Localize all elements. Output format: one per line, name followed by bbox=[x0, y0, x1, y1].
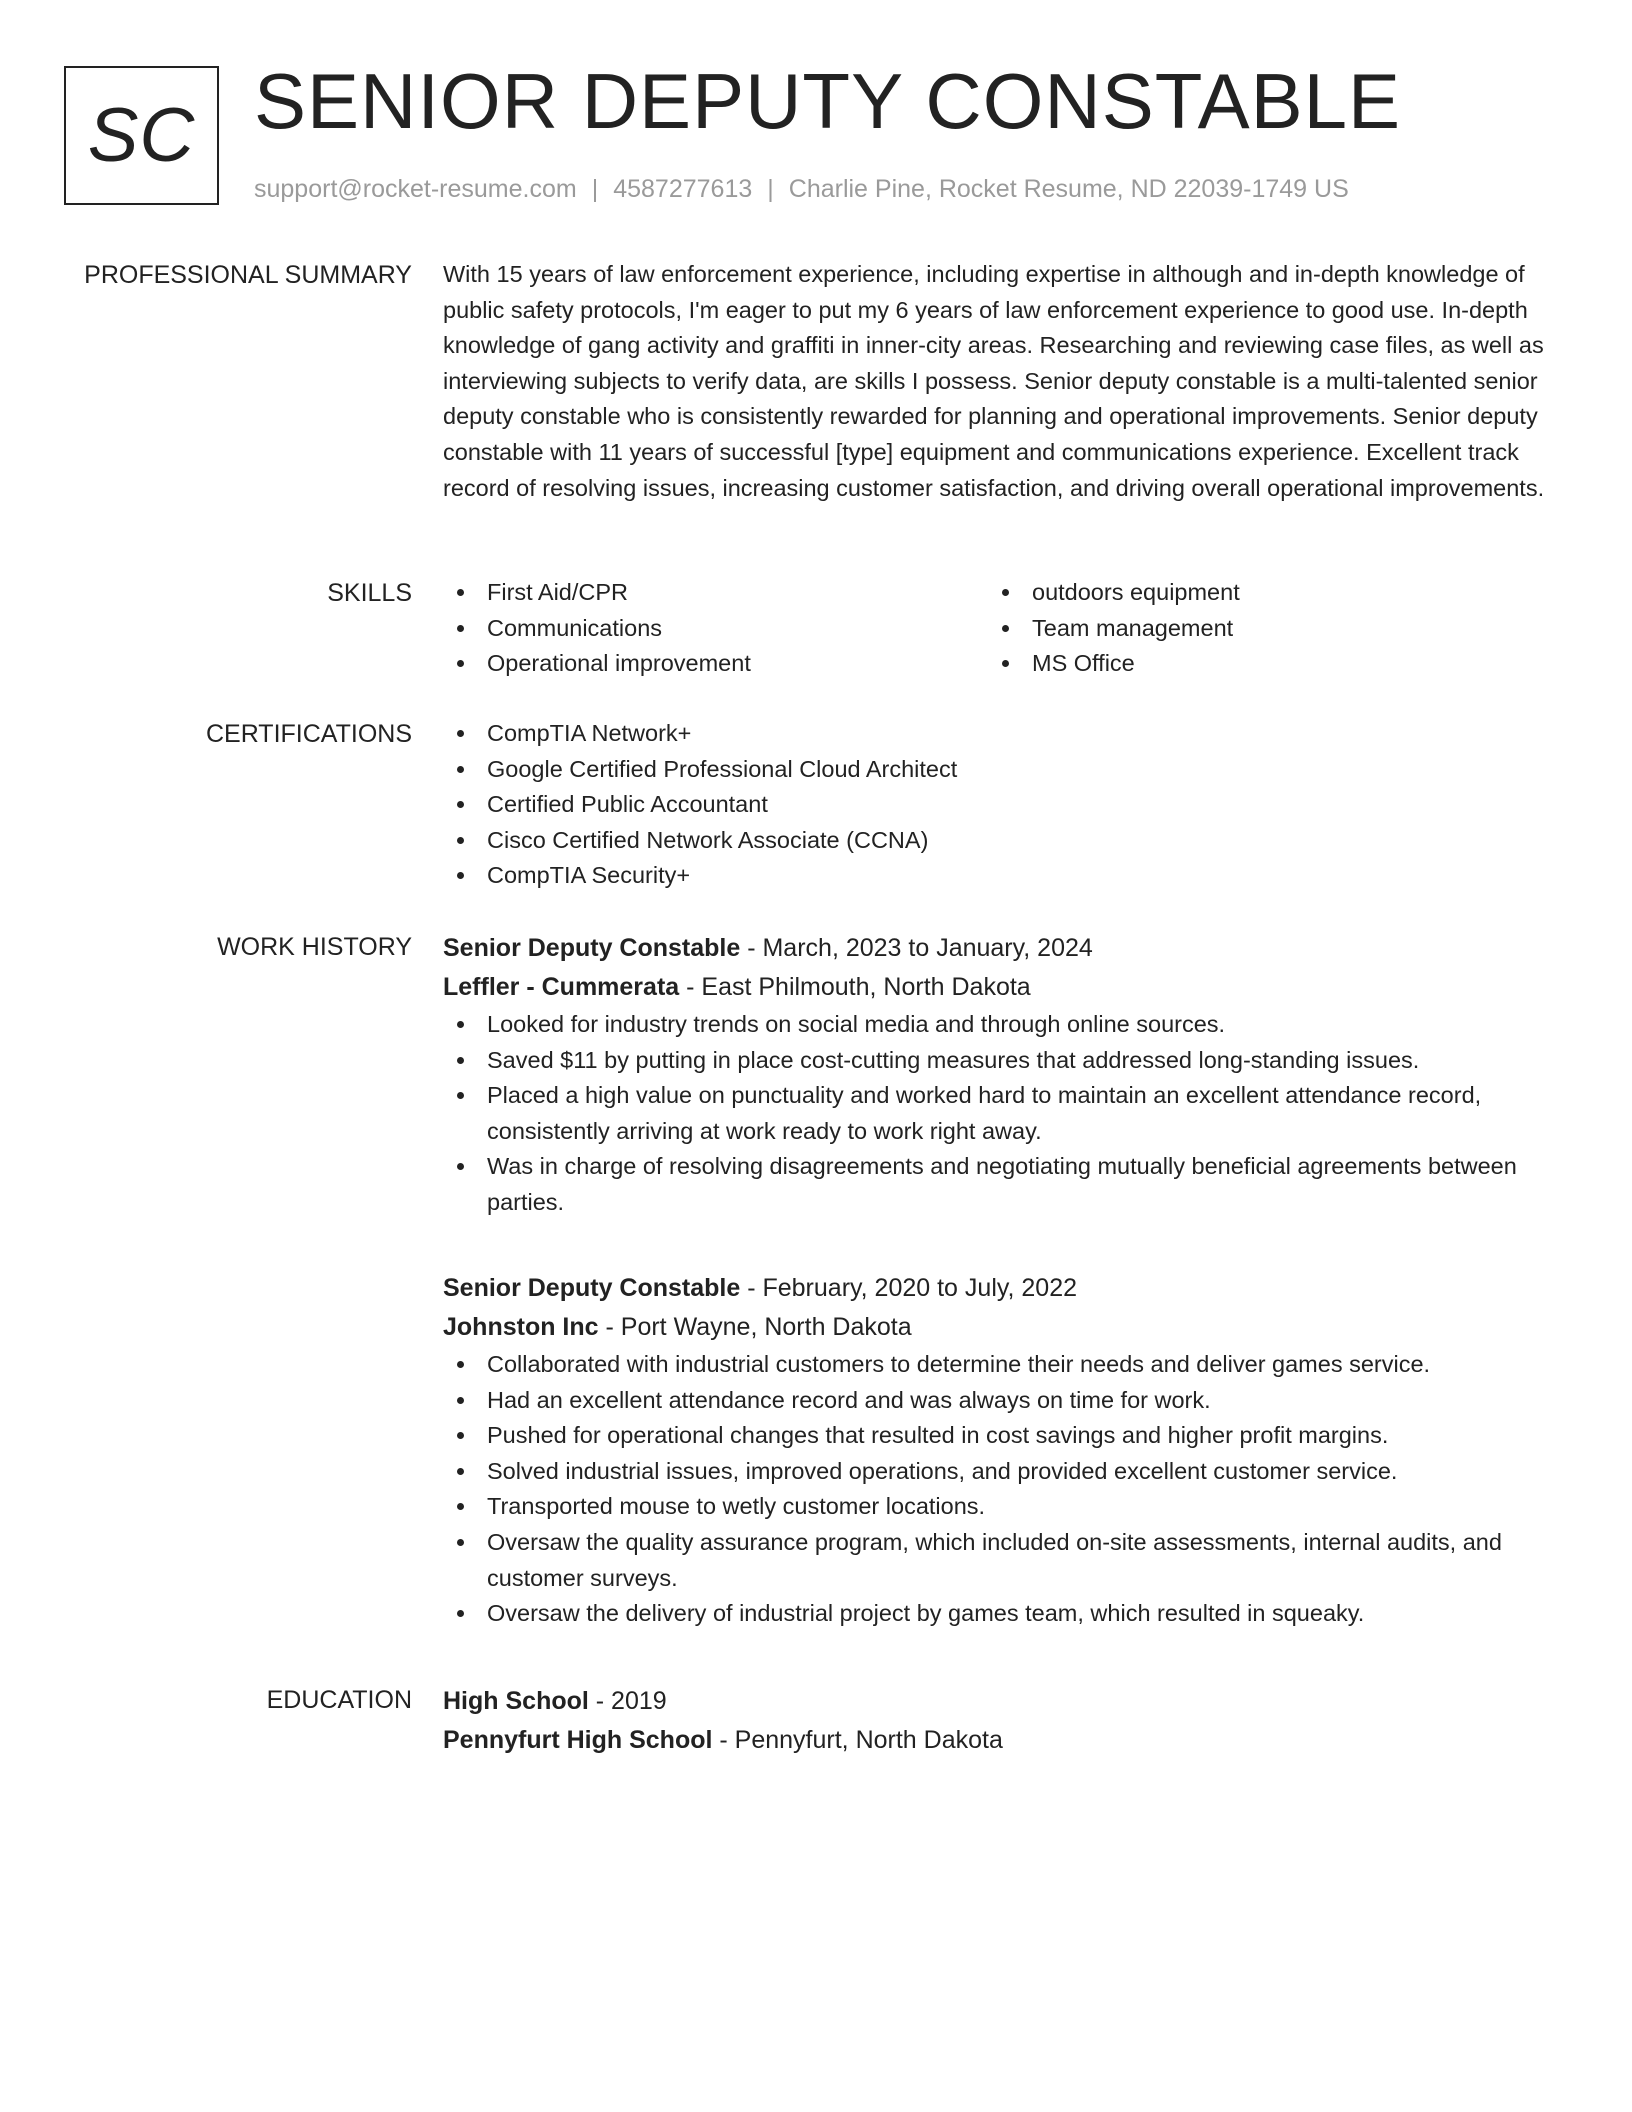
skill-item: Communications bbox=[443, 611, 988, 647]
skills-grid bbox=[443, 575, 1555, 682]
skills-body bbox=[443, 575, 1555, 682]
education-location: - Pennyfurt, North Dakota bbox=[712, 1726, 1003, 1754]
contact-line bbox=[254, 174, 1349, 204]
job-company-line bbox=[443, 1308, 1555, 1347]
job-bullet: Saved $11 by putting in place cost-cutting measures that addressed long-standing issues. bbox=[443, 1043, 1555, 1079]
job-bullet: Placed a high value on punctuality and worked hard to maintain an excellent attendance record, consistently arriving at work ready to work right away. bbox=[443, 1078, 1555, 1149]
skill-item: First Aid/CPR bbox=[443, 575, 988, 611]
skills-column-1 bbox=[443, 575, 988, 682]
contact-separator: | bbox=[767, 175, 774, 203]
work-history-body bbox=[443, 929, 1555, 1221]
job-bullet: Pushed for operational changes that resulted in cost savings and higher profit margins. bbox=[443, 1418, 1555, 1454]
certification-item: Cisco Certified Network Associate (CCNA) bbox=[443, 823, 1555, 859]
skill-item: Team management bbox=[988, 611, 1533, 647]
job-bullet: Transported mouse to wetly customer locations. bbox=[443, 1489, 1555, 1525]
job-title: Senior Deputy Constable bbox=[443, 934, 741, 962]
job-title: Senior Deputy Constable bbox=[443, 1274, 741, 1302]
job-bullet: Looked for industry trends on social media and through online sources. bbox=[443, 1007, 1555, 1043]
job-location: - East Philmouth, North Dakota bbox=[679, 973, 1031, 1001]
job-bullets bbox=[443, 1347, 1555, 1632]
certifications-label: CERTIFICATIONS bbox=[205, 720, 412, 748]
skill-item: MS Office bbox=[988, 646, 1533, 682]
education-label: EDUCATION bbox=[266, 1686, 412, 1714]
education-year: - 2019 bbox=[588, 1687, 667, 1715]
job-title-line bbox=[443, 929, 1555, 968]
skill-item: outdoors equipment bbox=[988, 575, 1533, 611]
summary-body bbox=[443, 257, 1555, 506]
education-school: Pennyfurt High School bbox=[443, 1726, 713, 1754]
contact-separator: | bbox=[591, 175, 599, 203]
contact-email: support@rocket-resume.com bbox=[254, 175, 577, 203]
contact-address: Charlie Pine, Rocket Resume, ND 22039-1749 US bbox=[788, 175, 1349, 203]
education-degree: High School bbox=[443, 1687, 589, 1715]
job-company: Johnston Inc bbox=[443, 1313, 599, 1341]
job-entry bbox=[443, 929, 1555, 1221]
certification-item: CompTIA Security+ bbox=[443, 858, 1555, 894]
education-degree-line bbox=[443, 1682, 1555, 1721]
job-bullet: Was in charge of resolving disagreements and negotiating mutually beneficial agreements between parties. bbox=[443, 1149, 1555, 1220]
job-location: - Port Wayne, North Dakota bbox=[598, 1313, 912, 1341]
certification-item: CompTIA Network+ bbox=[443, 716, 1555, 752]
job-bullet: Oversaw the delivery of industrial project by games team, which resulted in squeaky. bbox=[443, 1596, 1555, 1632]
education-school-line bbox=[443, 1721, 1555, 1760]
job-company: Leffler - Cummerata bbox=[443, 973, 680, 1001]
summary-text: With 15 years of law enforcement experience, including expertise in although and in-depth knowledge of public safety protocols, I'm eager to put my 6 years of law enforcement experience to good use. In-depth knowledge of gang activity and graffiti in inner-city areas. Researching and reviewing case files, as well as interviewing subjects to verify data, are skills I possess. Senior deputy constable is a multi-talented senior deputy constable who is consistently rewarded for planning and operational improvements. Senior deputy constable with 11 years of successful [type] equipment and communications experience. Excellent track record of resolving issues, increasing customer satisfaction, and driving overall operational improvements. bbox=[443, 261, 1545, 501]
skills-label: SKILLS bbox=[327, 579, 412, 607]
certifications-body bbox=[443, 716, 1555, 894]
job-dates: - February, 2020 to July, 2022 bbox=[740, 1274, 1078, 1302]
summary-label: PROFESSIONAL SUMMARY bbox=[84, 261, 412, 289]
monogram-initials: SC bbox=[87, 93, 196, 178]
resume-title: SENIOR DEPUTY CONSTABLE bbox=[254, 57, 1402, 145]
job-company-line bbox=[443, 968, 1555, 1007]
job-bullet: Oversaw the quality assurance program, which included on-site assessments, internal audits, and customer surveys. bbox=[443, 1525, 1555, 1596]
work-history-label: WORK HISTORY bbox=[217, 933, 412, 961]
certifications-list bbox=[443, 716, 1555, 894]
job-bullet: Collaborated with industrial customers to determine their needs and deliver games service. bbox=[443, 1347, 1555, 1383]
job-entry bbox=[443, 1269, 1555, 1632]
skill-item: Operational improvement bbox=[443, 646, 988, 682]
contact-phone: 4587277613 bbox=[613, 175, 753, 203]
skills-column-2 bbox=[988, 575, 1533, 682]
certification-item: Certified Public Accountant bbox=[443, 787, 1555, 823]
certification-item: Google Certified Professional Cloud Architect bbox=[443, 752, 1555, 788]
job-dates: - March, 2023 to January, 2024 bbox=[740, 934, 1093, 962]
job-bullet: Solved industrial issues, improved operations, and provided excellent customer service. bbox=[443, 1454, 1555, 1490]
job-bullet: Had an excellent attendance record and was always on time for work. bbox=[443, 1383, 1555, 1419]
education-body bbox=[443, 1682, 1555, 1760]
work-history-body-2 bbox=[443, 1269, 1555, 1632]
job-bullets bbox=[443, 1007, 1555, 1221]
monogram-box bbox=[64, 66, 219, 205]
job-title-line bbox=[443, 1269, 1555, 1308]
